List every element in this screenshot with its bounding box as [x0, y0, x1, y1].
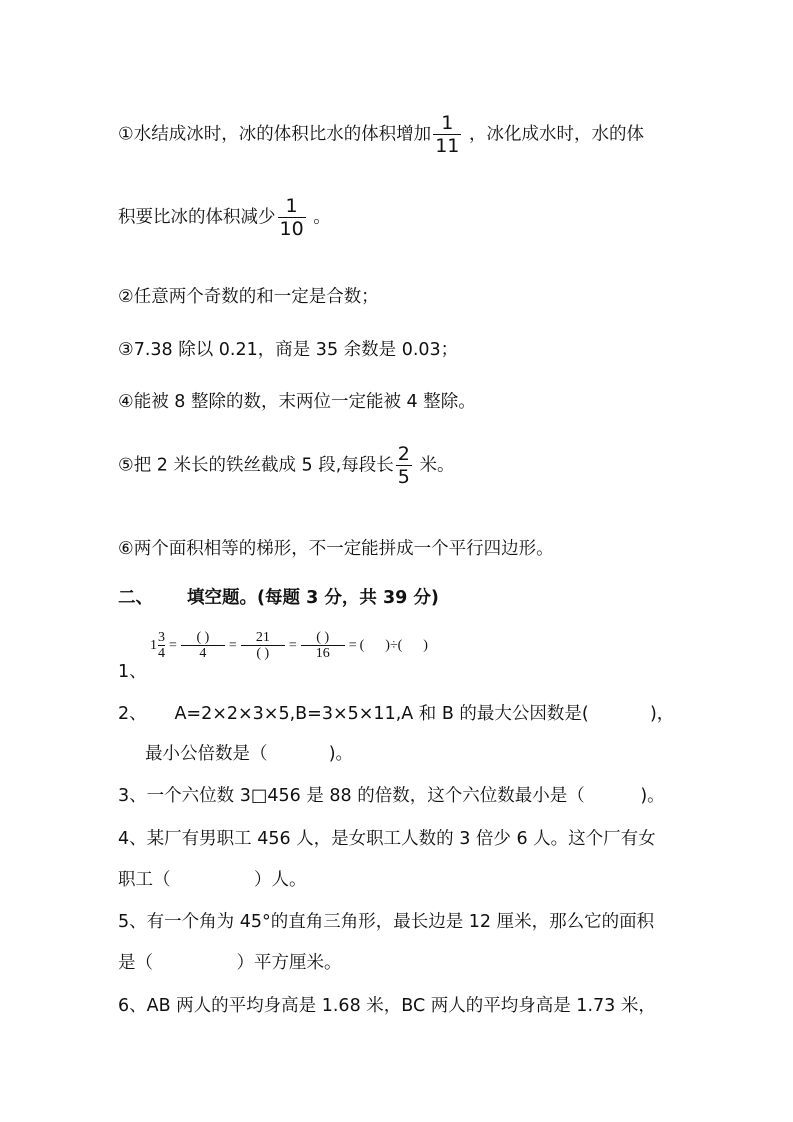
question-2-line-1: 2、 A=2×2×3×5,B=3×5×11,A 和 B 的最大公因数是( )， [118, 704, 675, 724]
question-4-line-2: 职工（ ）人。 [118, 870, 307, 890]
question-6-line-1: 6、AB 两人的平均身高是 1.68 米，BC 两人的平均身高是 1.73 米， [118, 996, 656, 1016]
fraction-equation: 1 3 4 = ( ) 4 = 21 ( ) = ( ) 16 = ( )÷( ) [150, 630, 428, 661]
section-number: 二、 [118, 588, 153, 608]
question-2-line-2: 最小公倍数是（ )。 [145, 744, 354, 764]
question-5-line-1: 5、有一个角为 45°的直角三角形，最长边是 12 厘米，那么它的面积 [118, 912, 655, 932]
question-5-line-2: 是（ ）平方厘米。 [118, 953, 342, 973]
blank-fraction-3[interactable]: ( ) 16 [301, 630, 345, 661]
statement-3: ③7.38 除以 0.21，商是 35 余数是 0.03； [118, 340, 459, 360]
blank-division[interactable]: ( )÷( ) [359, 637, 428, 653]
statement-5: ⑤把 2 米长的铁丝截成 5 段,每段长 $\frac{2}{5}$ 米。 [118, 443, 455, 488]
statement-6: ⑥两个面积相等的梯形，不一定能拼成一个平行四边形。 [118, 539, 554, 559]
fraction-1-10: $\frac{1}{10}$ [279, 195, 304, 240]
fraction-2-5: $\frac{2}{5}$ [397, 443, 410, 488]
statement-1-text-post: ，冰化成水时，水的体 [468, 124, 644, 145]
question-4-line-1: 4、某厂有男职工 456 人，是女职工人数的 3 倍少 6 人。这个厂有女 [118, 829, 656, 849]
statement-1-line-1 [118, 112, 644, 157]
statement-2: ②任意两个奇数的和一定是合数； [118, 287, 379, 307]
statement-4: ④能被 8 整除的数，末两位一定能被 4 整除。 [118, 392, 476, 412]
section-title: 填空题。(每题 3 分，共 39 分) [187, 588, 439, 608]
question-3: 3、一个六位数 3□456 是 88 的倍数，这个六位数最小是（ )。 [118, 786, 665, 806]
blank-fraction-1[interactable]: ( ) 4 [181, 630, 225, 661]
blank-fraction-2[interactable]: 21 ( ) [241, 630, 285, 661]
statement-1-line-2: 积要比冰的体积减少 $\frac{1}{10}$ 。 [118, 195, 331, 240]
statement-1-text-pre: ①水结成冰时，冰的体积比水的体积增加 [118, 124, 432, 145]
section-2-heading [118, 584, 439, 609]
fraction-1-11: $\frac{1}{11}$ [435, 112, 460, 157]
question-1-label: 1、 [118, 662, 147, 682]
